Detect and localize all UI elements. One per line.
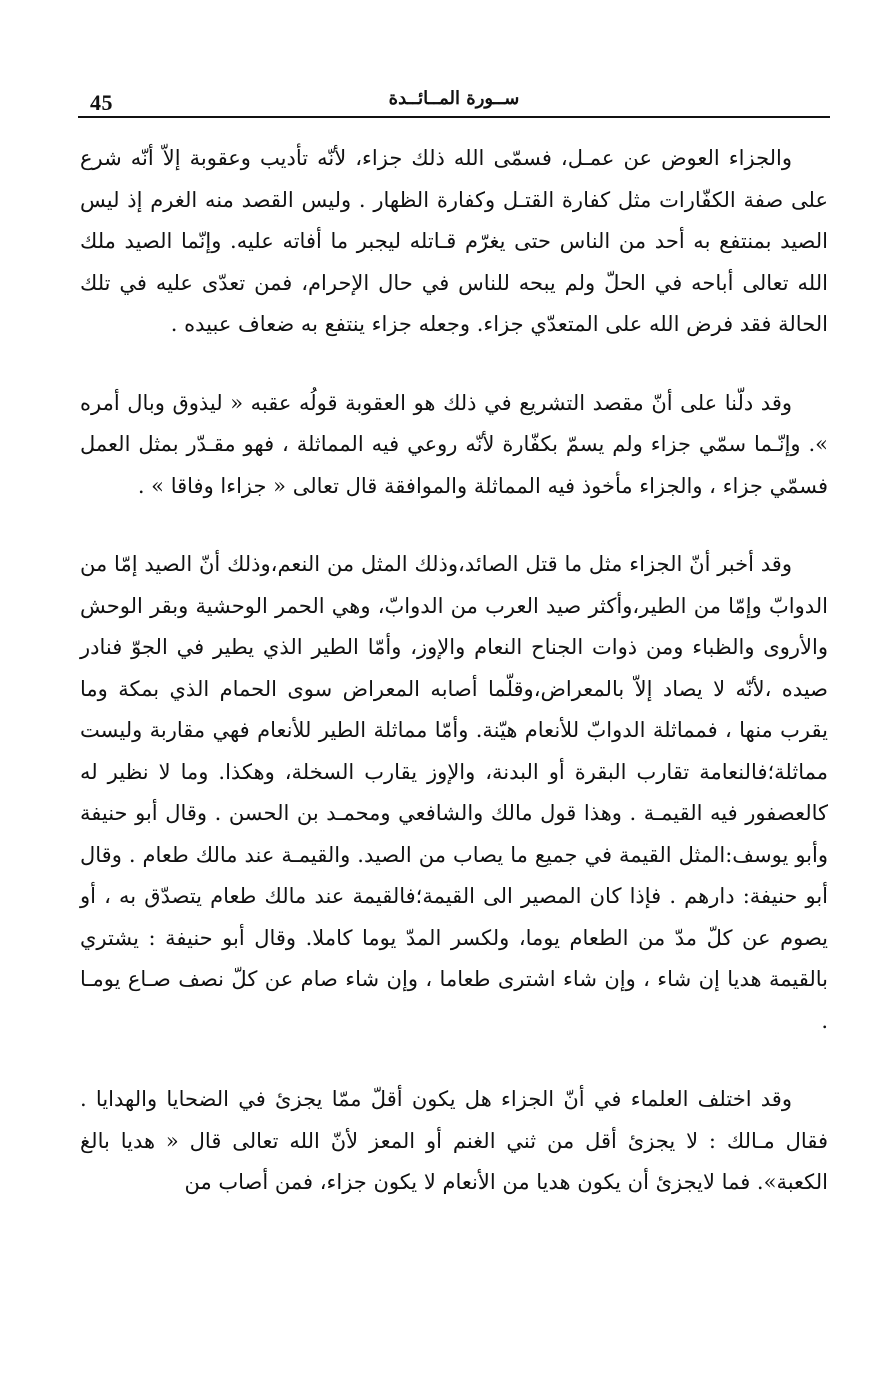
paragraph: وقد أخبر أنّ الجزاء مثل ما قتل الصائد،وذلك المثل من النعم،وذلك أنّ الصيد إمّا من الدوابّ وإمّا من الطير،وأكثر صيد العرب من الدوابّ، وهي الحمر الوحشية وبقر الوحش والأروى والظباء ومن ذوات الجناح النعام والإوز، وأمّا الطير الذي يطير في الجوّ فنادر صيده ،لأنّه لا يصاد إلاّ بالمعراض،وقلّما أصابه المعراض سوى الحمام الذي بمكة وما يقرب منها ، فمماثلة الدوابّ للأنعام هيّنة. وأمّا مماثلة الطير للأنعام فهي مقاربة وليست مماثلة؛فالنعامة تقارب البقرة أو البدنة، والإوز يقارب السخلة، وهكذا. وما لا نظير له كالعصفور فيه القيمـة . وهذا قول مالك والشافعي ومحمـد بن الحسن . وقال أبو حنيفة وأبو يوسف:المثل القيمة في جميع ما يصاب من الصيد. والقيمـة عند مالك طعام . وقال أبو حنيفة: دارهم . فإذا كان المصير الى القيمة؛فالقيمة عند مالك طعام يتصدّق به ، أو يصوم عن كلّ مدّ من الطعام يوما، ولكسر المدّ يوما كاملا. وقال أبو حنيفة : يشتري بالقيمة هديا إن شاء ، وإن شاء اشترى طعاما ، وإن شاء صام عن كلّ نصف صـاع يومـا . xyxy=(80,552,828,1033)
paragraph: وقد دلّنا على أنّ مقصد التشريع في ذلك هو العقوبة قولُه عقبه « ليذوق وبال أمره ». وإنّـما سمّي جزاء ولم يسمّ بكفّارة لأنّه روعي فيه المماثلة ، فهو مقـدّر بمثل العمل فسمّي جزاء ، والجزاء مأخوذ فيه المماثلة والموافقة قال تعالى « جزاءا وفاقا » . xyxy=(80,390,828,498)
book-page xyxy=(78,80,830,1340)
paragraph: والجزاء العوض عن عمـل، فسمّى الله ذلك جزاء، لأنّه تأديب وعقوبة إلاّ أنّه شرع على صفة الكفّارات مثل كفارة القتـل وكفارة الظهار . وليس القصد منه الغرم إذ ليس الصيد بمنتفع به أحد من الناس حتى يغرّم قـاتله ليجبر ما أفاته عليه. وإنّما الصيد ملك الله تعالى أباحه في الحلّ ولم يبحه للناس في حال الإحرام، فمن تعدّى عليه في تلك الحالة فقد فرض الله على المتعدّي جزاء. وجعله جزاء ينتفع به ضعاف عبيده . xyxy=(80,146,828,336)
paragraph: وقد اختلف العلماء في أنّ الجزاء هل يكون أقلّ ممّا يجزئ في الضحايا والهدايا . فقال مـالك : لا يجزئ أقل من ثني الغنم أو المعز لأنّ الله تعالى قال « هديا بالغ الكعبة». فما لايجزئ أن يكون هديا من الأنعام لا يكون جزاء، فمن أصاب من xyxy=(80,1087,828,1194)
page-body xyxy=(78,138,830,1204)
page-header xyxy=(78,80,830,118)
running-title: ســورة المــائــدة xyxy=(388,88,520,109)
page-number: 45 xyxy=(90,90,113,115)
